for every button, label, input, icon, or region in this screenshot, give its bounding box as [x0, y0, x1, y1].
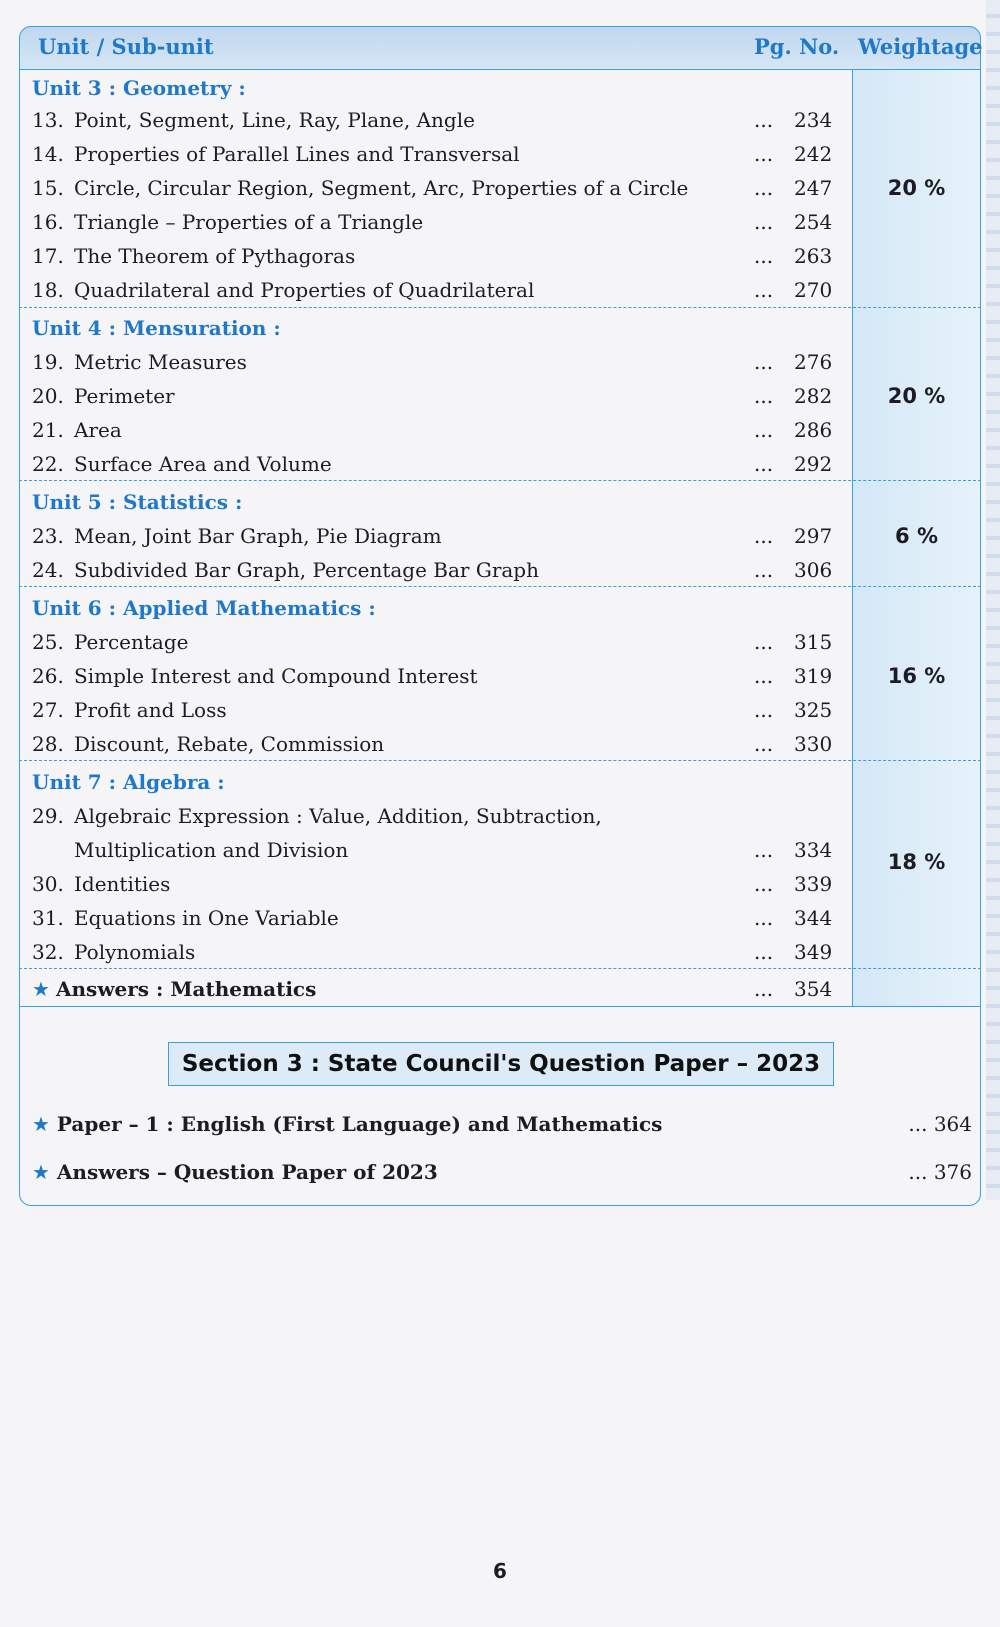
- unit-weightage: 6 %: [895, 524, 938, 548]
- entry-title: Metric Measures: [74, 350, 247, 374]
- entry-number: 16.: [32, 210, 64, 234]
- toc-entry[interactable]: [32, 452, 832, 482]
- entry-title: Properties of Parallel Lines and Transversal: [74, 142, 520, 166]
- entry-dots: ...: [754, 524, 774, 548]
- header-weight-label: Weightage: [858, 34, 983, 59]
- unit-title: Unit 5 : Statistics :: [32, 490, 243, 514]
- entry-dots: ...: [754, 244, 774, 268]
- entry-page: 325: [794, 698, 833, 722]
- unit-weightage: 20 %: [887, 384, 946, 408]
- entry-number: 25.: [32, 630, 64, 654]
- entry-page: 319: [794, 664, 833, 688]
- entry-title: Perimeter: [74, 384, 175, 408]
- star-icon: ★: [32, 1160, 50, 1184]
- entry-number: 26.: [32, 664, 64, 688]
- entry-title: Quadrilateral and Properties of Quadrilateral: [74, 278, 535, 302]
- entry-page: 242: [794, 142, 833, 166]
- entry-dots: ...: [754, 732, 774, 756]
- page-edge-decoration: [986, 0, 1000, 1200]
- entry-title: Surface Area and Volume: [74, 452, 332, 476]
- entry-number: 32.: [32, 940, 64, 964]
- toc-entry[interactable]: [32, 872, 832, 902]
- toc-entry[interactable]: [32, 664, 832, 694]
- entry-dots: ...: [754, 108, 774, 132]
- entry-title: Polynomials: [74, 940, 196, 964]
- toc-entry[interactable]: [32, 906, 832, 936]
- toc-entry[interactable]: [32, 210, 832, 240]
- star-icon: ★: [32, 977, 50, 1001]
- entry-page: ... 376: [908, 1160, 972, 1184]
- entry-page: 263: [794, 244, 833, 268]
- toc-entry[interactable]: [32, 732, 832, 762]
- entry-dots: ...: [754, 630, 774, 654]
- toc-entry[interactable]: [32, 524, 832, 554]
- entry-page: 349: [794, 940, 833, 964]
- entry-dots: ...: [754, 418, 774, 442]
- entry-page: 330: [794, 732, 833, 756]
- toc-entry[interactable]: [32, 244, 832, 274]
- entry-number: 17.: [32, 244, 64, 268]
- entry-title: Mean, Joint Bar Graph, Pie Diagram: [74, 524, 442, 548]
- entry-page: 234: [794, 108, 833, 132]
- entry-dots: ...: [754, 872, 774, 896]
- entry-number: 24.: [32, 558, 64, 582]
- entry-dots: ...: [754, 838, 774, 862]
- entry-page: 247: [794, 176, 833, 200]
- toc-entry-continued[interactable]: [32, 838, 832, 868]
- entry-page: 270: [794, 278, 833, 302]
- entry-dots: ...: [754, 350, 774, 374]
- entry-title: Paper – 1 : English (First Language) and Mathematics: [56, 1112, 663, 1136]
- entry-page: 306: [794, 558, 833, 582]
- divider: [19, 307, 981, 308]
- entry-title: Algebraic Expression : Value, Addition, Subtraction,: [74, 804, 602, 828]
- entry-number: 23.: [32, 524, 64, 548]
- toc-entry[interactable]: [32, 108, 832, 138]
- answers-entry[interactable]: [32, 977, 832, 1007]
- entry-page: 344: [794, 906, 833, 930]
- entry-title: Circle, Circular Region, Segment, Arc, Properties of a Circle: [74, 176, 689, 200]
- entry-title: Triangle – Properties of a Triangle: [74, 210, 424, 234]
- entry-title: Discount, Rebate, Commission: [74, 732, 385, 756]
- section-3-title: Section 3 : State Council's Question Paper – 2023: [168, 1042, 834, 1086]
- toc-entry[interactable]: [32, 804, 832, 834]
- entry-number: 15.: [32, 176, 64, 200]
- entry-title: Point, Segment, Line, Ray, Plane, Angle: [74, 108, 475, 132]
- entry-title-line2: Multiplication and Division: [74, 838, 349, 862]
- entry-title: Equations in One Variable: [74, 906, 339, 930]
- header-page-label: Pg. No.: [754, 34, 840, 59]
- toc-entry[interactable]: [32, 384, 832, 414]
- toc-entry[interactable]: [32, 142, 832, 172]
- entry-dots: ...: [754, 698, 774, 722]
- divider: [19, 586, 981, 587]
- toc-entry[interactable]: [32, 278, 832, 308]
- entry-title: Area: [74, 418, 122, 442]
- unit-weightage: 18 %: [887, 850, 946, 874]
- header-unit-label: Unit / Sub-unit: [38, 34, 214, 59]
- entry-number: 20.: [32, 384, 64, 408]
- divider: [19, 480, 981, 481]
- unit-title: Unit 7 : Algebra :: [32, 770, 225, 794]
- entry-page: 339: [794, 872, 833, 896]
- entry-title: Identities: [74, 872, 171, 896]
- entry-page: 276: [794, 350, 833, 374]
- entry-number: 14.: [32, 142, 64, 166]
- entry-page: 354: [794, 977, 833, 1001]
- entry-page: ... 364: [908, 1112, 972, 1136]
- entry-number: 21.: [32, 418, 64, 442]
- entry-title: Profit and Loss: [74, 698, 227, 722]
- entry-page: 282: [794, 384, 833, 408]
- entry-number: 18.: [32, 278, 64, 302]
- entry-number: 29.: [32, 804, 64, 828]
- star-icon: ★: [32, 1112, 50, 1136]
- unit-weightage: 16 %: [887, 664, 946, 688]
- toc-entry[interactable]: [32, 176, 832, 206]
- entry-dots: ...: [754, 384, 774, 408]
- entry-page: 286: [794, 418, 833, 442]
- entry-dots: ...: [754, 176, 774, 200]
- entry-title: The Theorem of Pythagoras: [74, 244, 356, 268]
- entry-dots: ...: [754, 977, 774, 1001]
- entry-number: 31.: [32, 906, 64, 930]
- entry-dots: ...: [754, 940, 774, 964]
- entry-title: Answers : Mathematics: [56, 977, 317, 1001]
- entry-number: 22.: [32, 452, 64, 476]
- toc-entry[interactable]: [32, 418, 832, 448]
- entry-dots: ...: [754, 278, 774, 302]
- entry-title: Subdivided Bar Graph, Percentage Bar Graph: [74, 558, 539, 582]
- entry-number: 27.: [32, 698, 64, 722]
- toc-entry[interactable]: [32, 558, 832, 588]
- entry-page: 315: [794, 630, 833, 654]
- entry-dots: ...: [754, 142, 774, 166]
- toc-entry[interactable]: [32, 630, 832, 660]
- page-number: 6: [493, 1559, 507, 1583]
- divider: [19, 760, 981, 761]
- entry-dots: ...: [754, 452, 774, 476]
- toc-entry[interactable]: [32, 698, 832, 728]
- entry-dots: ...: [754, 906, 774, 930]
- entry-page: 334: [794, 838, 833, 862]
- entry-title: Percentage: [74, 630, 189, 654]
- entry-dots: ...: [754, 210, 774, 234]
- unit-title: Unit 3 : Geometry :: [32, 76, 246, 100]
- entry-number: 19.: [32, 350, 64, 374]
- entry-dots: ...: [754, 664, 774, 688]
- entry-title: Simple Interest and Compound Interest: [74, 664, 478, 688]
- entry-number: 30.: [32, 872, 64, 896]
- entry-title: Answers – Question Paper of 2023: [56, 1160, 438, 1184]
- toc-entry[interactable]: [32, 350, 832, 380]
- entry-number: 28.: [32, 732, 64, 756]
- toc-entry[interactable]: [32, 940, 832, 970]
- entry-page: 292: [794, 452, 833, 476]
- unit-title: Unit 4 : Mensuration :: [32, 316, 281, 340]
- entry-dots: ...: [754, 558, 774, 582]
- entry-number: 13.: [32, 108, 64, 132]
- divider: [19, 968, 981, 969]
- entry-page: 297: [794, 524, 833, 548]
- section-entry[interactable]: [32, 1160, 972, 1184]
- unit-title: Unit 6 : Applied Mathematics :: [32, 596, 376, 620]
- entry-page: 254: [794, 210, 833, 234]
- section-entry[interactable]: [32, 1112, 972, 1136]
- unit-weightage: 20 %: [887, 176, 946, 200]
